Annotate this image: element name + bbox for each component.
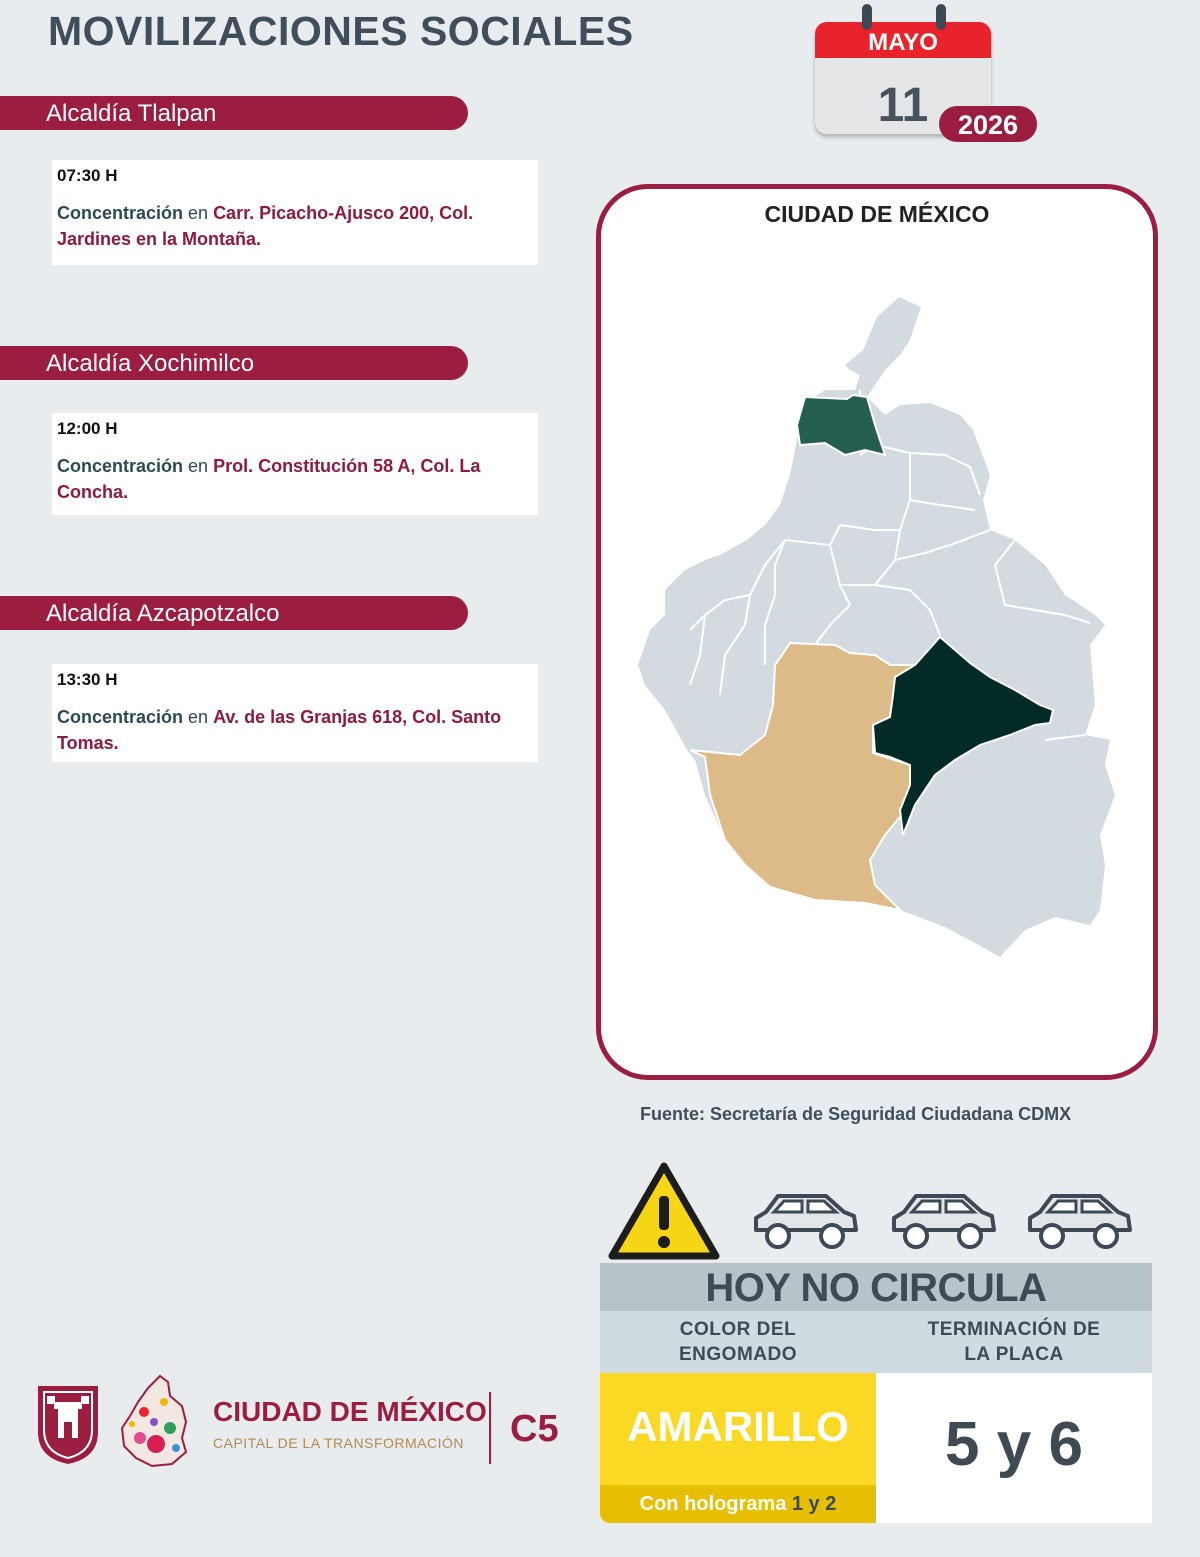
event-time: 07:30 H <box>57 166 118 185</box>
warning-icon <box>608 1162 720 1262</box>
event-separator: en <box>183 203 214 223</box>
event-description <box>57 200 533 252</box>
event-card <box>52 413 538 515</box>
hologram-values: 1 y 2 <box>791 1493 837 1515</box>
date-calendar <box>815 4 1040 144</box>
alcaldia-header: Alcaldía Azcapotzalco <box>0 596 468 630</box>
hologram-prefix: Con holograma <box>639 1493 792 1515</box>
sticker-color-cell <box>600 1373 876 1523</box>
event-type: Concentración <box>57 203 184 223</box>
government-logos <box>36 1372 206 1472</box>
calendar-ring-icon <box>862 4 872 30</box>
calendar-year: 2026 <box>939 106 1037 142</box>
coat-of-arms-icon <box>38 1386 98 1464</box>
sticker-color: AMARILLO <box>627 1403 849 1450</box>
hoy-no-circula-headers <box>600 1311 1152 1373</box>
event-description <box>57 453 533 505</box>
map-title: CIUDAD DE MÉXICO <box>764 201 990 227</box>
c5-logo: C5 <box>510 1408 559 1450</box>
column-header-color: COLOR DEL ENGOMADO <box>679 1319 797 1365</box>
event-separator: en <box>183 456 214 476</box>
map-frame <box>596 184 1158 1080</box>
event-place: Av. de las Granjas 618, Col. Santo Tomas. <box>57 707 502 753</box>
brand-subtitle: CAPITAL DE LA TRANSFORMACIÓN <box>213 1435 465 1451</box>
event-separator: en <box>183 707 214 727</box>
event-card <box>52 160 538 265</box>
calendar-day: 11 <box>877 79 929 132</box>
alcaldia-header: Alcaldía Xochimilco <box>0 346 468 380</box>
cdmx-map <box>601 189 1153 1075</box>
brand-name: CIUDAD DE MÉXICO <box>213 1396 487 1427</box>
plate-ending-cell <box>876 1373 1152 1523</box>
event-type: Concentración <box>57 707 184 727</box>
event-place: Carr. Picacho-Ajusco 200, Col. Jardines en la Montaña. <box>57 203 474 249</box>
page-title: MOVILIZACIONES SOCIALES <box>48 8 634 54</box>
brand-divider <box>489 1392 491 1464</box>
plate-ending: 5 y 6 <box>945 1410 1083 1479</box>
car-icon <box>1022 1188 1134 1252</box>
event-type: Concentración <box>57 456 184 476</box>
event-time: 12:00 H <box>57 419 118 438</box>
event-time: 13:30 H <box>57 670 118 689</box>
event-card <box>52 664 538 762</box>
map-region-default <box>638 297 1115 957</box>
car-icon <box>886 1188 998 1252</box>
hoy-no-circula-title: HOY NO CIRCULA <box>600 1263 1152 1311</box>
cdmx-map-logo-icon <box>122 1376 186 1466</box>
calendar-ring-icon <box>936 4 946 30</box>
event-place: Prol. Constitución 58 A, Col. La Concha. <box>57 456 481 502</box>
source-note: Fuente: Secretaría de Seguridad Ciudadana CDMX <box>640 1104 1072 1124</box>
column-header-plate: TERMINACIÓN DE LA PLACA <box>927 1319 1101 1365</box>
hologram-note <box>600 1485 876 1523</box>
car-icon <box>748 1188 860 1252</box>
alcaldia-header: Alcaldía Tlalpan <box>0 96 468 130</box>
calendar-month: MAYO <box>815 22 991 58</box>
event-description <box>57 704 533 756</box>
